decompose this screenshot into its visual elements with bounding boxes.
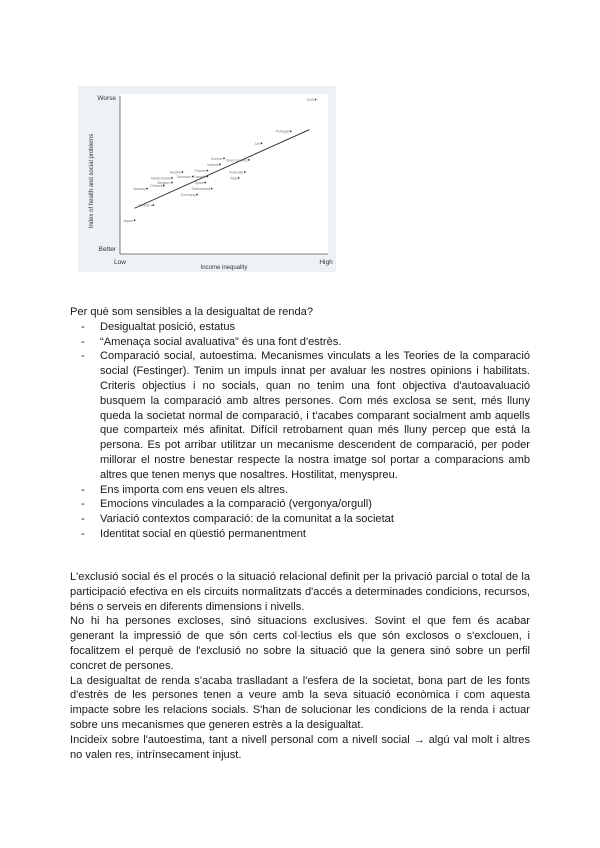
data-point-label: France [194, 168, 206, 173]
plot-area [120, 94, 328, 254]
data-point-label: Norway [133, 187, 146, 192]
x-axis-title: Income inequality [200, 265, 248, 271]
y-axis-title: Index of health and social problems [89, 133, 95, 229]
list-item: - Desigualtat posició, estatus [70, 320, 530, 335]
data-point-label: Ireland [207, 162, 219, 167]
list-item: - Comparació social, autoestima. Mecanismes vinculats a les Teories de la comparació social (Festinger). Tenim un impuls innat per avaluar les nostres opinions i habilitats. Criteris objectius i no socials, quan no tenim una font objectiva d'autoavaluació busquem la comparació amb altres persones. Com més exclosa se sent, més lluny queda la societat normal de comparació, i t'acabes comparant socialment amb aquells que comparteix més afinitat. Difícil retrobament quan més lluny percep que está la persona. Es pot arribar utilitzar un mecanisme descendent de comparació, per poder millorar el nostre benestar respecte la nostra imatge sol portar a comparacions amb altres que tenen menys que nosaltres. Hostilitat, menyspreu. [70, 349, 530, 482]
y-top-label: Worse [97, 95, 116, 102]
list-item: - Variació contextos comparació: de la comunitat a la societat [70, 512, 530, 527]
scatter-chart-figure [78, 86, 336, 272]
data-point-label: Canada [193, 175, 206, 180]
scatter-chart [78, 86, 336, 272]
list-item: - “Amenaça social avaluativa” és una font d'estrès. [70, 335, 530, 350]
data-point [226, 158, 250, 162]
data-point-label: Greece [210, 156, 223, 161]
data-point-label: Portugal [275, 129, 290, 134]
data-point [181, 193, 198, 197]
data-point-label: Australia [229, 170, 244, 175]
x-right-label: High [319, 259, 333, 266]
data-point [151, 177, 173, 181]
data-point-label: Germany [180, 193, 196, 198]
data-point-label: Japan [123, 218, 134, 223]
bullet-list [70, 320, 530, 542]
paragraph-income-inequality: La desigualtat de renda s'acaba traslladant a l'esfera de la societat, bona part de les fonts d'estrès de les persones tenen a veure amb la seva situació econòmica i com aquesta impacte sobre les relacions socials. S'han de solucionar les condicions de la renda i actuar sobre uns mecanismes que generen estrès a la desigualtat. [70, 674, 530, 731]
list-item: - Emocions vinculades a la comparació (vergonya/orgull) [70, 497, 530, 512]
data-point-label: Belgium [157, 181, 171, 186]
data-point-label: UK [254, 141, 260, 146]
data-point-label: Spain [194, 181, 204, 186]
data-point-label: USA [306, 98, 315, 103]
list-item: - Ens importa com ens veuen els altres. [70, 483, 530, 498]
paragraph-self-esteem: Incideix sobre l'autoestima, tant a nivell personal com a nivell social → algú val molt i altres no valen res, intrínsecament injust. [70, 733, 530, 761]
data-point [177, 175, 194, 179]
data-point-label: New Zealand [226, 158, 248, 163]
list-item: - Identitat social en qüestió permanentment [70, 527, 530, 542]
question-heading: Per què som sensibles a la desigualtat de renda? [70, 306, 313, 318]
data-point [191, 187, 212, 191]
y-bottom-label: Better [98, 246, 116, 253]
data-point-label: Sweden [138, 203, 152, 208]
data-point-label: Netherlands [151, 176, 171, 181]
data-point-label: Switzerland [191, 187, 211, 192]
data-point [229, 170, 245, 174]
paragraph-exclusion-definition: L'exclusió social és el procés o la situació relacional definit per la privació parcial o total de la participació efectiva en els circuits normalitzats d'accés a determinades condicions, recursos, béns o serveis en diferents dimensions i nivells. [70, 571, 530, 613]
section-social-exclusion [70, 570, 530, 762]
data-point-label: Denmark [176, 175, 192, 180]
paragraph-exclusive-situations: No hi ha persones excloses, sinó situacions exclusives. Sovint el que fem és acabar generant la impressió de que són certs col·lectius els que són exclosos o s'exclouen, i focalitzem el perquè de l'exclusió no sobre la situació que la genera sinó sobre un perfil concret de persones. [70, 615, 530, 672]
data-point-label: Italy [230, 176, 238, 181]
section-inequality-sensitivity [70, 305, 530, 542]
data-point-label: Austria [169, 170, 181, 175]
data-point-label: Finland [150, 184, 163, 189]
x-left-label: Low [114, 259, 126, 266]
